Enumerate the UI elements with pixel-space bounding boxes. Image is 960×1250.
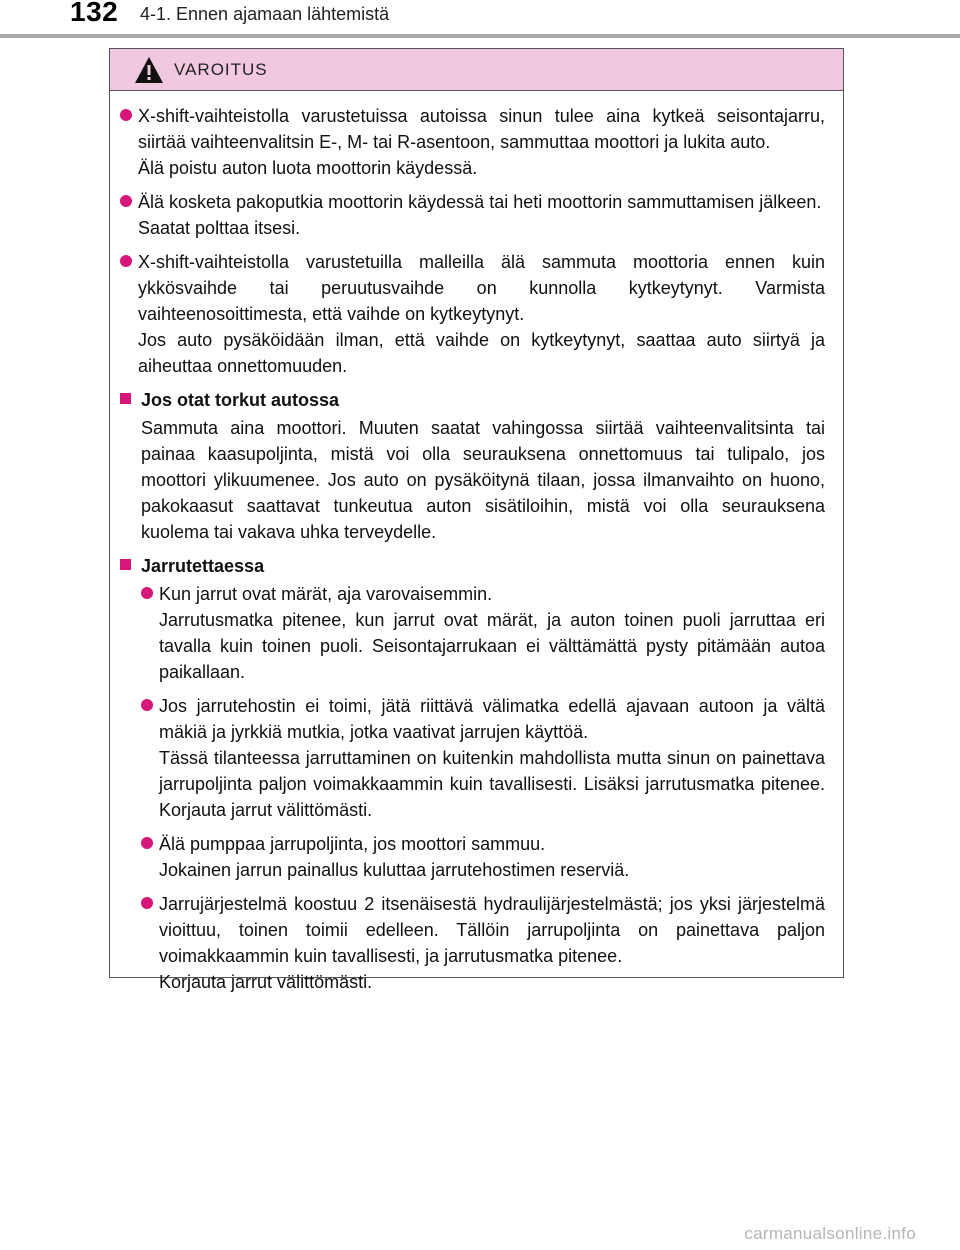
section-title: 4-1. Ennen ajamaan lähtemistä [140, 4, 390, 24]
bullet-text: Saatat polttaa itsesi. [138, 218, 301, 238]
bullet-text: Kun jarrut ovat märät, aja varovaisemmin. [159, 584, 493, 604]
bullet-item [141, 831, 825, 883]
section-heading-text: Jarrutettaessa [141, 556, 265, 576]
section-bullets [141, 581, 825, 995]
bullet-dot [141, 837, 153, 849]
bullet-item [141, 581, 825, 685]
warning-box [109, 48, 844, 992]
warning-header [110, 49, 843, 91]
bullet-text: Älä kosketa pakoputkia moottorin käydessä tai heti moottorin sammuttamisen jälkeen. [138, 192, 822, 212]
bullet-item [120, 103, 825, 181]
bullet-text: Jos auto pysäköidään ilman, että vaihde on kytkeytynyt, saattaa auto siirtyä ja aiheuttaa onnettomuuden. [138, 330, 825, 376]
section-heading [120, 553, 825, 579]
bullet-text: Jokainen jarrun painallus kuluttaa jarrutehostimen reserviä. [159, 860, 630, 880]
bullet-text: Älä pumppaa jarrupoljinta, jos moottori sammuu. [159, 834, 546, 854]
section-square-marker [120, 393, 131, 404]
bullet-item [120, 249, 825, 379]
warning-label: VAROITUS [174, 59, 268, 79]
bullet-text: Älä poistu auton luota moottorin käydessä. [138, 158, 478, 178]
bullet-item [141, 891, 825, 995]
bullet-text: X-shift-vaihteistolla varustetuilla malleilla älä sammuta moottoria ennen kuin ykkösvaihde tai peruutusvaihde on kunnolla kytkeytynyt. Varmista vaihteenosoittimesta, että vaihde on kytkeytynyt. [138, 252, 825, 324]
bullet-dot [120, 255, 132, 267]
bullet-dot [120, 195, 132, 207]
header-divider [0, 34, 960, 38]
bullet-item [141, 693, 825, 823]
bullet-dot [141, 699, 153, 711]
bullet-text: Jos jarrutehostin ei toimi, jätä riittävä välimatka edellä ajavaan autoon ja vältä mäkiä ja jyrkkiä mutkia, jotka vaativat jarrujen käyttöä. [159, 696, 825, 742]
bullet-text: X-shift-vaihteistolla varustetuissa autoissa sinun tulee aina kytkeä seisontajarru, siirtää vaihteenvalitsin E-, M- tai R-asentoon, sammuttaa moottori ja lukita auto. [138, 106, 825, 152]
bullet-text: Korjauta jarrut välittömästi. [159, 972, 373, 992]
bullet-dot [120, 109, 132, 121]
warning-triangle-icon [134, 56, 164, 84]
bullet-text: Jarrutusmatka pitenee, kun jarrut ovat märät, ja auton toinen puoli jarruttaa eri tavalla kuin toinen puoli. Seisontajarrukaan ei välttämättä pysty pitämään autoa paikallaan. [159, 610, 825, 682]
page-number: 132 [70, 0, 119, 27]
bullet-text: Jarrujärjestelmä koostuu 2 itsenäisestä hydraulijärjestelmästä; jos yksi järjestelmä vioittuu, toinen toimii edelleen. Tällöin jarrupoljinta on painettava paljon voimakkaammin kuin tavallisesti, ja jarrutusmatka pitenee. [159, 894, 825, 966]
page-header [0, 0, 960, 40]
section-heading [120, 387, 825, 413]
section-paragraph: Sammuta aina moottori. Muuten saatat vahingossa siirtää vaihteenvalitsinta tai painaa kaasupoljinta, mistä voi olla seurauksena onnettomuus tai tulipalo, jos moottori ylikuumenee. Jos auto on pysäköitynä tilaan, jossa ilmanvaihto on huono, pakokaasut saattavat tunkeutua auton sisätiloihin, mistä voi olla seurauksena kuolema tai vakava uhka terveydelle. [141, 418, 825, 542]
bullet-dot [141, 587, 153, 599]
bullet-dot [141, 897, 153, 909]
bullet-item [120, 189, 825, 241]
bullet-text: Tässä tilanteessa jarruttaminen on kuitenkin mahdollista mutta sinun on painettava jarrupoljinta paljon voimakkaammin kuin tavallisesti. Lisäksi jarrutusmatka pitenee. Korjauta jarrut välittömästi. [159, 748, 825, 820]
section-heading-text: Jos otat torkut autossa [141, 390, 340, 410]
section-square-marker [120, 559, 131, 570]
warning-content [110, 91, 843, 995]
watermark-text: carmanualsonline.info [744, 1224, 916, 1243]
